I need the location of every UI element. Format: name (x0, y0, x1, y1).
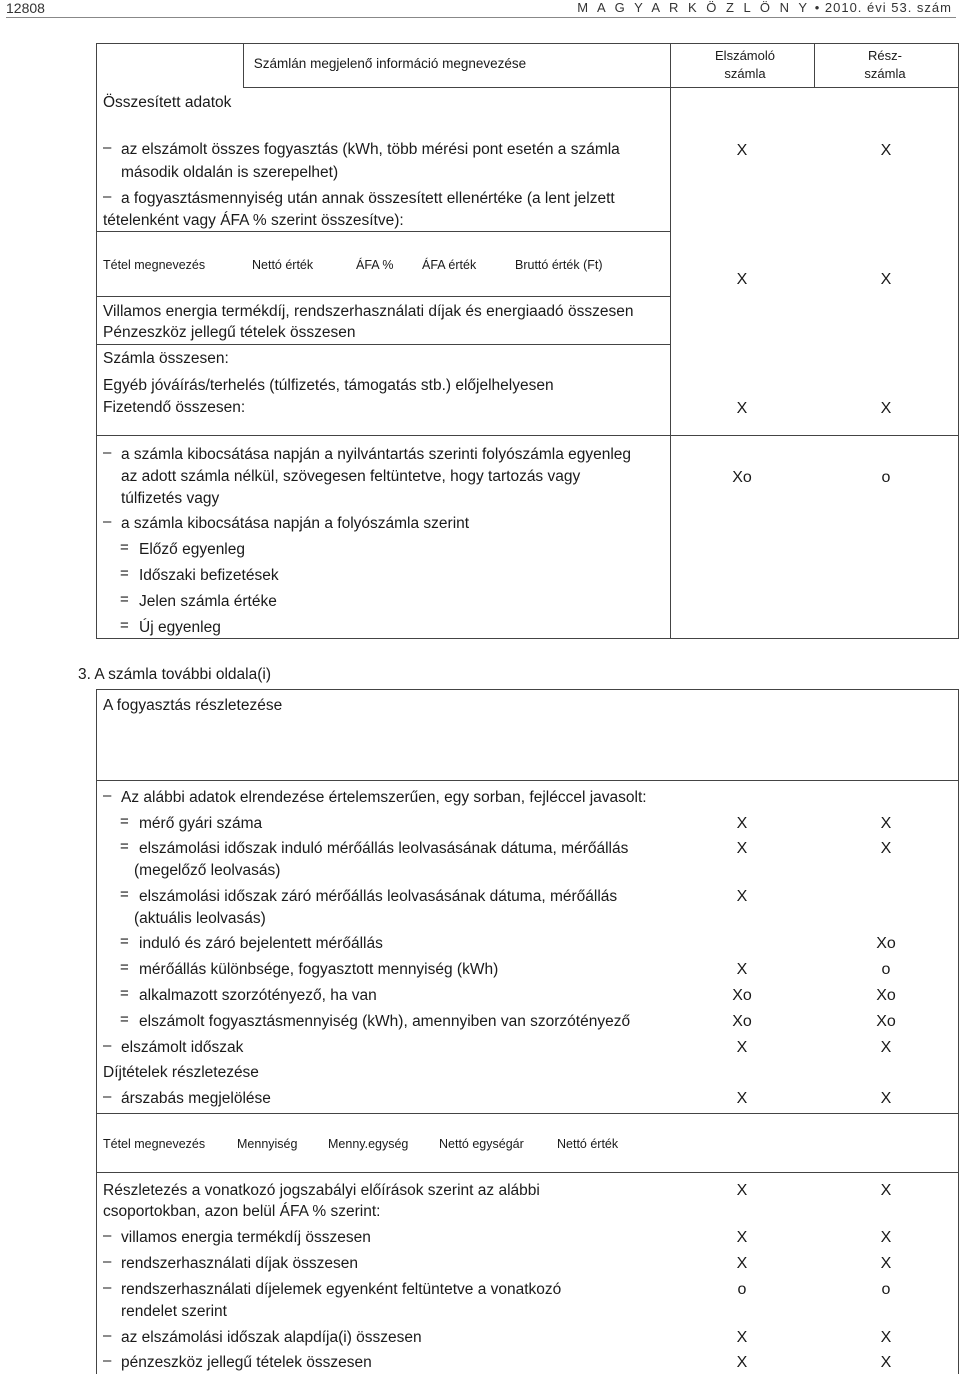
detail-system-fees: rendszerhasználati díjak összesen (121, 1255, 358, 1272)
mark-detail-b: X (880, 1182, 892, 1199)
row-consumption-line1: az elszámolt összes fogyasztás (kWh, több mérési pont esetén a számla (121, 141, 620, 158)
row-end-reading-l1: elszámolási időszak záró mérőállás leolvasásának dátuma, mérőállás (139, 888, 618, 905)
mark-r5-a: Xo (732, 987, 752, 1004)
sub-header-vat-pct: ÁFA % (356, 258, 394, 272)
balance-item-current: Jelen számla értéke (139, 593, 277, 610)
dash-1: – (103, 139, 112, 156)
sub-header-vat-val: ÁFA érték (422, 258, 477, 272)
line-energy-fees: Villamos energia termékdíj, rendszerhasználati díjak és energiaadó összesen (103, 303, 634, 320)
row-end-reading-l2: (aktuális leolvasás) (134, 910, 266, 927)
dash-d0: – (103, 1227, 112, 1244)
balance-line3: túlfizetés vagy (121, 490, 220, 507)
mark-detail-a: X (736, 1182, 748, 1199)
detail-intro-l2: csoportokban, azon belül ÁFA % szerint: (103, 1203, 381, 1220)
mark-r4-a: X (736, 961, 748, 978)
row-tariff: árszabás megjelölése (121, 1090, 271, 1107)
balance-line2: az adott számla nélkül, szövegesen feltüntetve, hogy tartozás vagy (121, 468, 581, 485)
sub2-header-unit-price: Nettó egységár (439, 1137, 524, 1151)
detail-base-fee: az elszámolási időszak alapdíja(i) összesen (121, 1329, 422, 1346)
mark-d3-a: X (736, 1329, 748, 1346)
eq-r2: = (120, 886, 129, 903)
mark-final-2: X (736, 271, 748, 288)
mark-part-1: X (880, 142, 892, 159)
mark-d0-b: X (880, 1229, 892, 1246)
detail-intro-l1: Részletezés a vonatkozó jogszabályi előírások szerint az alábbi (103, 1182, 540, 1199)
summary-rule-3 (96, 344, 671, 345)
mark-d1-a: X (736, 1255, 748, 1272)
summary-col-divider-1 (243, 43, 244, 87)
page-number: 12808 (6, 0, 45, 16)
mark-part-3: X (880, 400, 892, 417)
mark-r7-b: X (880, 1039, 892, 1056)
col-final-line2: számla (724, 66, 766, 81)
sub-header-gross: Bruttó érték (Ft) (515, 258, 603, 272)
col-final-line1: Elszámoló (715, 48, 775, 63)
row-billed-consumption: elszámolt fogyasztásmennyiség (kWh), amennyiben van szorzótényező (139, 1013, 631, 1030)
row-consumption-line2: második oldalán is szerepelhet) (121, 164, 339, 181)
dash-d3: – (103, 1327, 112, 1344)
mark-r2-a: X (736, 888, 748, 905)
mark-d4-b: X (880, 1354, 892, 1371)
mark-r6-b: Xo (876, 1013, 896, 1030)
row-multiplier: alkalmazott szorzótényező, ha van (139, 987, 377, 1004)
sub2-header-unit: Menny.egység (328, 1137, 409, 1151)
eq-r4: = (120, 959, 129, 976)
mark-r0-a: X (736, 815, 748, 832)
mark-r1-a: X (736, 840, 748, 857)
sub2-header-qty: Mennyiség (237, 1137, 298, 1151)
col-info-header: Számlán megjelenő információ megnevezése (253, 56, 527, 71)
mark-r4-b: o (881, 961, 891, 978)
dash-4: – (103, 513, 112, 530)
mark-r6-a: Xo (732, 1013, 752, 1030)
row-meter-serial: mérő gyári száma (139, 815, 263, 832)
dash-r7: – (103, 1037, 112, 1054)
summary-col-divider-2 (670, 43, 671, 639)
mark-d4-a: X (736, 1354, 748, 1371)
fees-heading: Díjtételek részletezése (103, 1064, 259, 1081)
sub2-header-item: Tétel megnevezés (103, 1137, 206, 1151)
balance-line1: a számla kibocsátása napján a nyilvántartás szerinti folyószámla egyenleg (121, 446, 632, 463)
row-billed-period: elszámolt időszak (121, 1039, 244, 1056)
summary-header-rule (243, 87, 958, 88)
row-reported-readings: induló és záró bejelentett mérőállás (139, 935, 383, 952)
col-part-header (830, 47, 940, 83)
detail-energy-fee: villamos energia termékdíj összesen (121, 1229, 371, 1246)
mark-d2-b: o (881, 1281, 891, 1298)
summary-rule-2 (96, 296, 671, 297)
eq-r1: = (120, 838, 129, 855)
balance-item-new: Új egyenleg (139, 619, 221, 636)
eq-1: = (120, 539, 129, 556)
mark-r7-a: X (736, 1039, 748, 1056)
mark-tariff-a: X (736, 1090, 748, 1107)
journal-name: M A G Y A R K Ö Z L Ö N Y (577, 0, 811, 15)
balance-line4: a számla kibocsátása napján a folyószámla szerint (121, 515, 470, 532)
line-cash-items: Pénzeszköz jellegű tételek összesen (103, 324, 356, 341)
mark-r3-b: Xo (876, 935, 896, 952)
col-final-header (690, 47, 800, 83)
sub-header-net: Nettó érték (252, 258, 314, 272)
row-start-reading-l1: elszámolási időszak induló mérőállás leolvasásának dátuma, mérőállás (139, 840, 629, 857)
row-value-line2: tételenként vagy ÁFA % szerint összesítve): (103, 212, 404, 229)
detail-rule-3 (96, 1172, 958, 1173)
mark-part-2: X (880, 271, 892, 288)
row-start-reading-l2: (megelőző leolvasás) (134, 862, 281, 879)
row-reading-diff: mérőállás különbsége, fogyasztott mennyiség (kWh) (139, 961, 499, 978)
sub-header-item: Tétel megnevezés (103, 258, 206, 272)
line-other-credit: Egyéb jóváírás/terhelés (túlfizetés, támogatás stb.) előjelhelyesen (103, 377, 554, 394)
mark-d2-a: o (737, 1281, 747, 1298)
line-payable-total: Fizetendő összesen: (103, 399, 246, 416)
mark-tariff-b: X (880, 1090, 892, 1107)
header-rule (6, 17, 956, 18)
eq-2: = (120, 565, 129, 582)
eq-r6: = (120, 1011, 129, 1028)
mark-d3-b: X (880, 1329, 892, 1346)
dash-3: – (103, 444, 112, 461)
detail-cash-items: pénzeszköz jellegű tételek összesen (121, 1354, 372, 1371)
summary-col-divider-3 (814, 43, 815, 87)
dash-d1: – (103, 1253, 112, 1270)
dash-2: – (103, 188, 112, 205)
detail-rule-1 (96, 780, 958, 781)
detail-fee-elements-l2: rendelet szerint (121, 1303, 227, 1320)
summary-rule-4 (96, 435, 958, 436)
issue-label: 2010. évi 53. szám (824, 0, 952, 15)
layout-intro: Az alábbi adatok elrendezése értelemszerűen, egy sorban, fejléccel javasolt: (121, 789, 647, 806)
eq-r3: = (120, 933, 129, 950)
mark-final-3: X (736, 400, 748, 417)
dash-pricing: – (103, 1088, 112, 1105)
dash-d4: – (103, 1352, 112, 1369)
mark-d0-a: X (736, 1229, 748, 1246)
dash-d2: – (103, 1279, 112, 1296)
eq-4: = (120, 617, 129, 634)
consumption-heading: A fogyasztás részletezése (103, 697, 283, 714)
eq-r5: = (120, 985, 129, 1002)
mark-d1-b: X (880, 1255, 892, 1272)
dash-5: – (103, 787, 112, 804)
mark-r0-b: X (880, 815, 892, 832)
mark-r1-b: X (880, 840, 892, 857)
mark-final-1: X (736, 142, 748, 159)
balance-item-payments: Időszaki befizetések (139, 567, 279, 584)
balance-item-previous: Előző egyenleg (139, 541, 245, 558)
line-invoice-total: Számla összesen: (103, 350, 229, 367)
eq-3: = (120, 591, 129, 608)
summary-section-label: Összesített adatok (103, 94, 232, 111)
mark-r5-b: Xo (876, 987, 896, 1004)
mark-final-4: Xo (732, 469, 752, 486)
row-value-line1: a fogyasztásmennyiség után annak összesített ellenértéke (a lent jelzett (121, 190, 615, 207)
header-bullet: • (814, 0, 821, 15)
col-part-line1: Rész- (868, 48, 902, 63)
col-part-line2: számla (864, 66, 906, 81)
sub2-header-net: Nettó érték (557, 1137, 619, 1151)
mark-part-4: o (881, 469, 891, 486)
section-3-title: 3. A számla további oldala(i) (78, 666, 271, 683)
journal-header (577, 0, 952, 15)
eq-r0: = (120, 813, 129, 830)
detail-fee-elements-l1: rendszerhasználati díjelemek egyenként feltüntetve a vonatkozó (121, 1281, 562, 1298)
detail-rule-2 (96, 1113, 958, 1114)
